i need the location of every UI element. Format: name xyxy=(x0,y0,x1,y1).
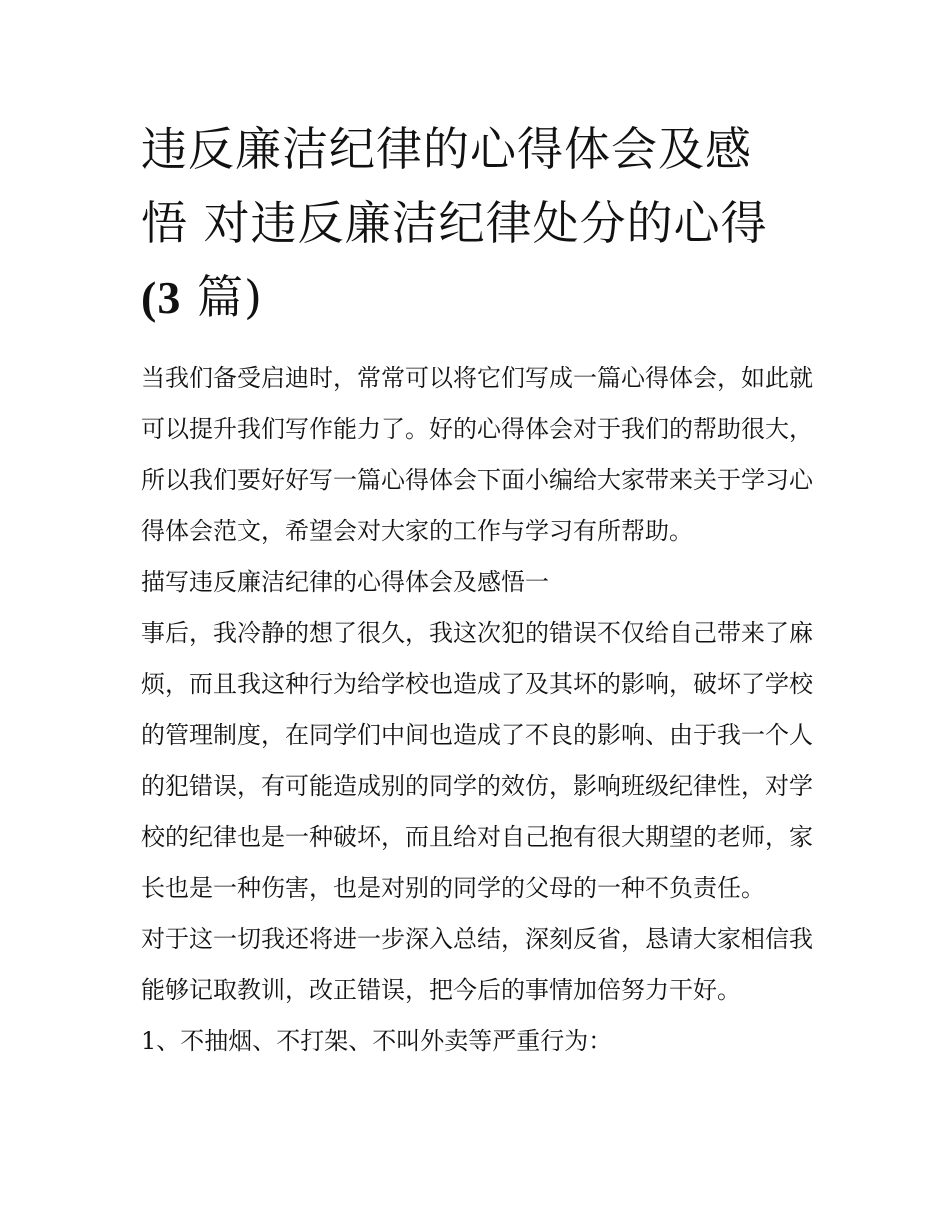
intro-paragraph: 当我们备受启迪时，常常可以将它们写成一篇心得体会，如此就可以提升我们写作能力了。好的心得体会对于我们的帮助很大，所以我们要好好写一篇心得体会下面小编给大家带来关于学习心得体会范文，希望会对大家的工作与学习有所帮助。 xyxy=(141,364,813,545)
section-heading: 描写违反廉洁纪律的心得体会及感悟一 xyxy=(141,568,549,596)
title-count-number: (3 xyxy=(141,272,182,323)
document-body xyxy=(141,353,813,1067)
title-line-1: 违反廉洁纪律的心得体会及感 xyxy=(141,122,752,176)
list-item-1: 1、不抽烟、不打架、不叫外卖等严重行为： xyxy=(141,1027,613,1055)
title-line-2: 悟 对违反廉洁纪律处分的心得 xyxy=(141,196,768,250)
document-title xyxy=(141,112,813,335)
body-paragraph-1: 事后，我冷静的想了很久，我这次犯的错误不仅给自己带来了麻烦，而且我这种行为给学校也造成了及其坏的影响，破坏了学校的管理制度，在同学们中间也造成了不良的影响、由于我一个人的犯错误，有可能造成别的同学的效仿，影响班级纪律性，对学校的纪律也是一种破坏，而且给对自己抱有很大期望的老师，家长也是一种伤害，也是对别的同学的父母的一种不负责任。 xyxy=(141,619,813,902)
title-count-text: 篇) xyxy=(196,270,263,324)
body-paragraph-2: 对于这一切我还将进一步深入总结，深刻反省，恳请大家相信我能够记取教训，改正错误，把今后的事情加倍努力干好。 xyxy=(141,925,813,1004)
document-page xyxy=(141,112,813,1067)
